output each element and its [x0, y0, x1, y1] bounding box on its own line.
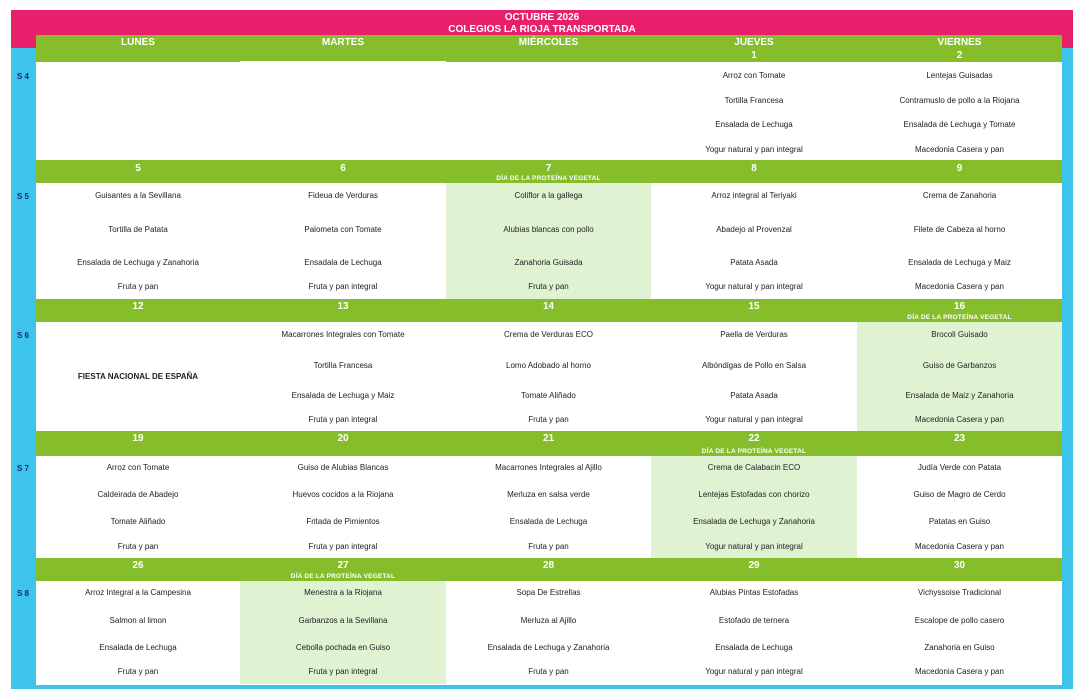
menu-item: Garbanzos a la Sevillana: [298, 616, 388, 625]
week-label: S 8: [17, 589, 30, 598]
menu-item: Fruta y pan: [528, 282, 569, 291]
date-number: 26: [132, 560, 144, 571]
date-number: 13: [337, 301, 349, 312]
menu-item: Paella de Verduras: [720, 330, 788, 339]
menu-item: Huevos cocidos a la Riojana: [292, 490, 394, 499]
menu-item: Zanahoria en Guiso: [924, 643, 995, 652]
veg-day-note: DÍA DE LA PROTEÍNA VEGETAL: [701, 448, 807, 455]
menu-item: Alubias blancas con pollo: [503, 225, 594, 234]
menu-item: Arroz con Tomate: [722, 71, 786, 80]
menu-item: Tomate Aliñado: [521, 391, 576, 400]
menu-item: Macedonia Casera y pan: [915, 542, 1004, 551]
day-header-2: MIÉRCOLES: [518, 37, 579, 48]
menu-item: Merluza al Ajillo: [520, 616, 577, 625]
menu-item: Ensalada de Lechuga y Maiz: [291, 391, 395, 400]
menu-item: Estofado de ternera: [718, 616, 790, 625]
date-number: 29: [748, 560, 760, 571]
date-number: 2: [956, 50, 963, 61]
menu-item: Tortilla Francesa: [724, 96, 784, 105]
menu-item: Macarrones Integrales con Tomate: [281, 330, 405, 339]
menu-item: Macedonia Casera y pan: [915, 415, 1004, 424]
header-notch: [240, 61, 446, 63]
menu-item: Macedonia Casera y pan: [915, 667, 1004, 676]
menu-item: Ensalada de Maiz y Zanahoria: [905, 391, 1014, 400]
menu-item: Lentejas Guisadas: [926, 71, 993, 80]
menu-item: Arroz Integral a la Campesina: [85, 588, 191, 597]
menu-item: Lentejas Estofadas con chorizo: [698, 490, 810, 499]
menu-item: Yogur natural y pan integral: [705, 542, 803, 551]
day-header-4: VIERNES: [937, 37, 982, 48]
menu-item: Crema de Calabacin ECO: [707, 463, 801, 472]
week-label: S 6: [17, 331, 30, 340]
menu-item: Sopa De Estrellas: [516, 588, 581, 597]
menu-item: Contramuslo de pollo a la Riojana: [899, 96, 1020, 105]
menu-item: Fruta y pan: [528, 542, 569, 551]
date-number: 20: [337, 433, 349, 444]
menu-item: Zanahoria Guisada: [514, 258, 583, 267]
menu-item: Fruta y pan: [528, 415, 569, 424]
menu-item: Guiso de Alubias Blancas: [297, 463, 389, 472]
date-number: 23: [953, 433, 966, 444]
menu-item: Yogur natural y pan integral: [705, 667, 803, 676]
date-number: 15: [748, 301, 760, 312]
menu-item: Guiso de Garbanzos: [922, 361, 997, 370]
menu-item: Cebolla pochada en Guiso: [295, 643, 391, 652]
menu-item: Tortilla de Patata: [108, 225, 168, 234]
menu-item: Fritada de Pimientos: [306, 517, 380, 526]
menu-item: Merluza en salsa verde: [507, 490, 590, 499]
week-label: S 5: [17, 192, 30, 201]
menu-item: Patata Asada: [730, 391, 778, 400]
menu-item: Ensalada de Lechuga y Tomate: [903, 120, 1016, 129]
menu-item: Ensalada de Lechuga y Zanahoria: [693, 517, 815, 526]
menu-item: Albóndigas de Pollo en Salsa: [701, 361, 807, 370]
menu-item: Fruta y pan integral: [308, 282, 378, 291]
menu-item: Patatas en Guiso: [928, 517, 991, 526]
day-header-3: JUEVES: [734, 37, 774, 48]
veg-day-note: DÍA DE LA PROTEÍNA VEGETAL: [290, 573, 396, 580]
menu-item: Patata Asada: [730, 258, 778, 267]
menu-item: Yogur natural y pan integral: [705, 282, 803, 291]
menu-item: Fruta y pan: [117, 667, 159, 676]
menu-item: Ensalada de Lechuga: [715, 120, 793, 129]
date-number: 19: [132, 433, 144, 444]
menu-item: Crema de Zanahoria: [922, 191, 997, 200]
date-number: 28: [542, 560, 555, 571]
page-title: OCTUBRE 2026: [504, 12, 580, 23]
menu-item: Menestra a la Riojana: [304, 588, 382, 597]
menu-item: Fideua de Verduras: [308, 191, 378, 200]
date-number: 14: [542, 301, 555, 312]
menu-item: Salmon al limon: [109, 616, 167, 625]
menu-item: Yogur natural y pan integral: [705, 415, 803, 424]
date-number: 12: [132, 301, 144, 312]
holiday-label: FIESTA NACIONAL DE ESPAÑA: [77, 372, 199, 381]
menu-item: Fruta y pan integral: [308, 667, 378, 676]
menu-item: Fruta y pan: [117, 282, 159, 291]
date-number: 5: [135, 163, 141, 174]
menu-item: Tortilla Francesa: [313, 361, 373, 370]
menu-item: Guiso de Magro de Cerdo: [913, 490, 1006, 499]
menu-item: Escalope de pollo casero: [914, 616, 1005, 625]
menu-item: Ensalada de Lechuga: [99, 643, 177, 652]
menu-item: Caldeirada de Abadejo: [97, 490, 179, 499]
menu-item: Fruta y pan integral: [308, 415, 378, 424]
menu-item: Fruta y pan integral: [308, 542, 378, 551]
menu-item: Ensadala de Lechuga: [304, 258, 382, 267]
veg-day-note: DÍA DE LA PROTEÍNA VEGETAL: [907, 314, 1012, 321]
menu-item: Alubias Pintas Estofadas: [709, 588, 799, 597]
menu-item: Fruta y pan: [117, 542, 159, 551]
menu-item: Coliflor a la gallega: [514, 191, 583, 200]
day-header-1: MARTES: [321, 37, 365, 48]
date-number: 21: [542, 433, 555, 444]
menu-item: Macarrones Integrales al Ajillo: [495, 463, 602, 472]
menu-item: Filete de Cabeza al horno: [913, 225, 1006, 234]
date-number: 8: [751, 163, 757, 174]
veg-day-note: DÍA DE LA PROTEÍNA VEGETAL: [496, 175, 601, 182]
menu-item: Abadejo al Provenzal: [716, 225, 792, 234]
menu-item: Brocoli Guisado: [931, 330, 988, 339]
date-number: 16: [953, 301, 966, 312]
menu-item: Ensalada de Lechuga y Zanahoria: [487, 643, 610, 652]
date-number: 1: [751, 50, 757, 61]
week-label: S 4: [17, 72, 30, 81]
menu-item: Arroz integral al Teriyaki: [711, 191, 797, 200]
menu-item: Ensalada de Lechuga: [509, 517, 588, 526]
menu-item: Fruta y pan: [528, 667, 569, 676]
date-number: 22: [748, 433, 760, 444]
menu-item: Macedonia Casera y pan: [915, 282, 1004, 291]
menu-item: Guisantes a la Sevillana: [95, 191, 181, 200]
date-number: 30: [953, 560, 966, 571]
menu-item: Ensalada de Lechuga y Maiz: [908, 258, 1011, 267]
menu-item: Ensalada de Lechuga y Zanahoria: [77, 258, 199, 267]
menu-item: Ensalada de Lechuga: [715, 643, 793, 652]
date-number: 27: [337, 560, 349, 571]
menu-item: Macedonia Casera y pan: [915, 145, 1004, 154]
menu-item: Arroz con Tomate: [106, 463, 170, 472]
day-header-0: LUNES: [121, 37, 155, 48]
menu-item: Yogur natural y pan integral: [705, 145, 803, 154]
menu-item: Crema de Verduras ECO: [504, 330, 593, 339]
menu-item: Tomate Aliñado: [110, 517, 166, 526]
menu-item: Vichyssoise Tradicional: [917, 588, 1001, 597]
page-subtitle: COLEGIOS LA RIOJA TRANSPORTADA: [448, 24, 636, 35]
menu-item: Judía Verde con Patata: [917, 463, 1002, 472]
date-number: 7: [545, 163, 552, 174]
menu-item: Palometa con Tomate: [304, 225, 382, 234]
date-number: 9: [956, 163, 963, 174]
menu-item: Lomo Adobado al horno: [506, 361, 591, 370]
date-number: 6: [340, 163, 346, 174]
week-label: S 7: [17, 464, 30, 473]
